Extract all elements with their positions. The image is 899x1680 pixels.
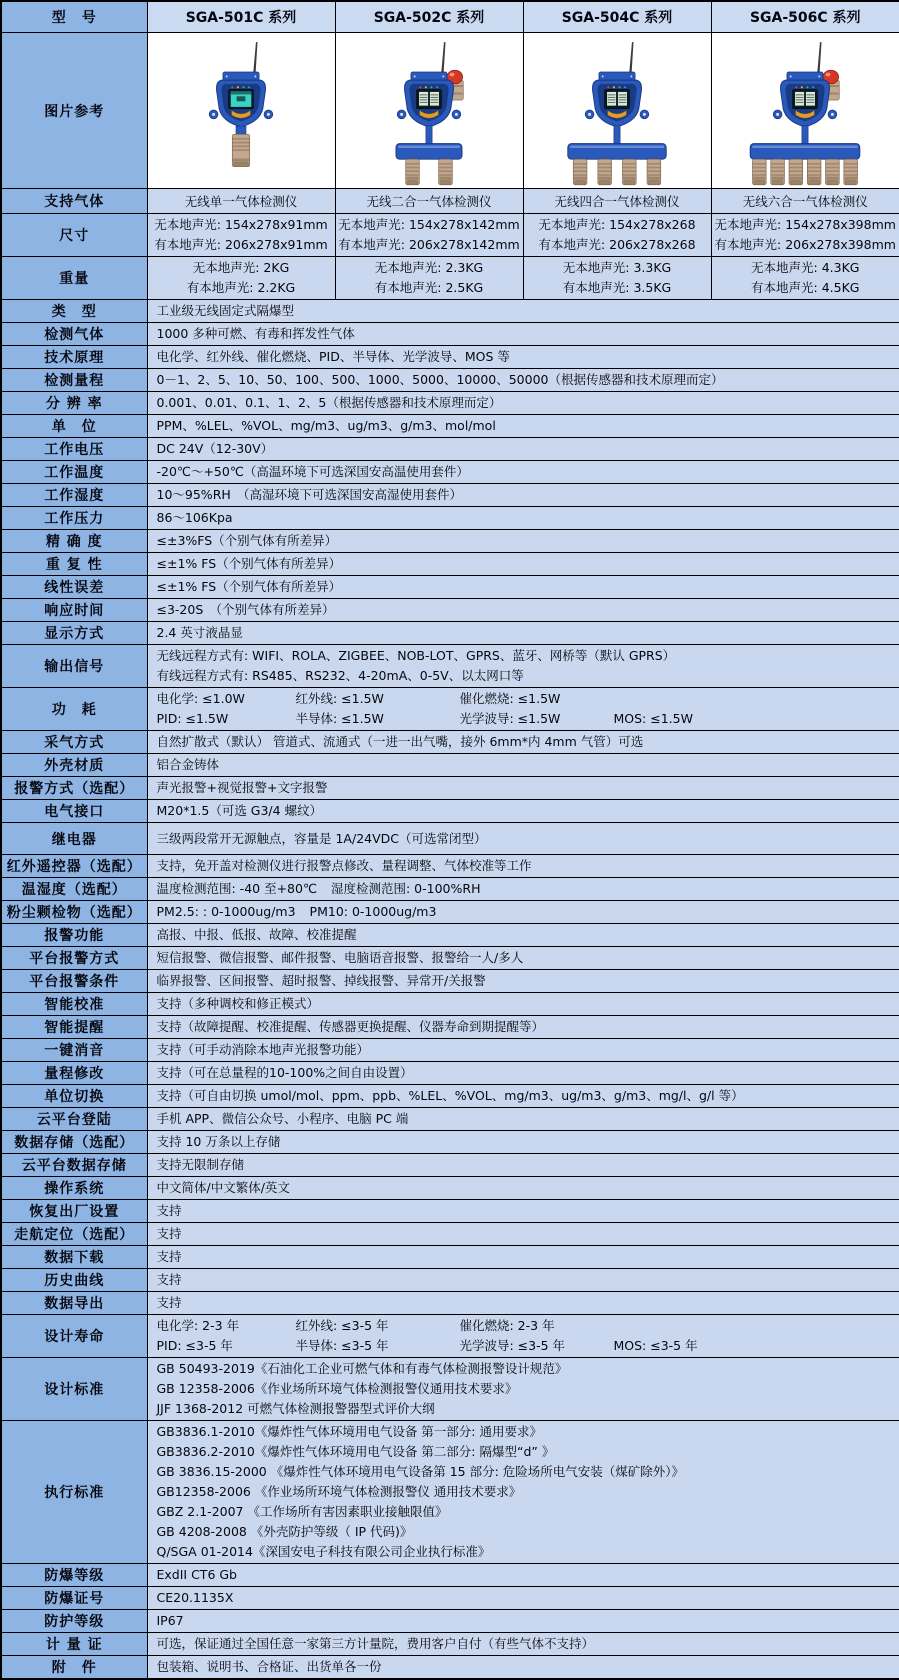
spec-cell [147,924,899,947]
row-label: 防护等级 [1,1610,147,1633]
table-row [1,1085,899,1108]
row-label: 工作压力 [1,507,147,530]
table-row [1,1633,899,1656]
spec-value: 高报、中报、低报、故障、校准提醒 [157,925,896,945]
spec-value: 红外线: ≤1.5W [296,689,460,709]
spec-cell [711,189,899,214]
spec-value: GBZ 2.1-2007 《工作场所有害因素职业接触限值》 [157,1502,896,1522]
table-row [1,1062,899,1085]
table-row [1,484,899,507]
row-label: 智能提醒 [1,1016,147,1039]
table-row [1,300,899,323]
spec-value: 电化学: 2-3 年 [157,1316,296,1336]
spec-value: 铝合金铸体 [157,755,896,775]
spec-cell [147,189,335,214]
spec-cell [147,346,899,369]
row-label: 外壳材质 [1,754,147,777]
product-image-cell [335,33,523,189]
row-label: 数据存储（选配） [1,1131,147,1154]
spec-value: 无本地声光: 154x278x91mm [148,215,335,235]
table-row [1,346,899,369]
spec-cell [147,1587,899,1610]
spec-value: 无本地声光: 4.3KG [712,258,899,278]
row-label: 历史曲线 [1,1269,147,1292]
spec-value: 短信报警、微信报警、邮件报警、电脑语音报警、报警给一人/多人 [157,948,896,968]
spec-cell [523,189,711,214]
table-row [1,970,899,993]
table-row [1,1016,899,1039]
spec-value: 无线四合一气体检测仪 [524,192,711,211]
spec-value: 支持 10 万条以上存储 [157,1132,896,1152]
row-label: 响应时间 [1,599,147,622]
spec-cell [147,323,899,346]
spec-value: M20*1.5（可选 G3/4 螺纹） [157,801,896,821]
spec-value: 电化学: ≤1.0W [157,689,296,709]
image-row-label: 图片参考 [1,33,147,189]
row-label: 技术原理 [1,346,147,369]
spec-value: GB 3836.15-2000 《爆炸性气体环境用电气设备第 15 部分: 危险场所电气安装（煤矿除外）》 [157,1462,896,1482]
row-label: 工作温度 [1,461,147,484]
table-row [1,993,899,1016]
row-label: 计 量 证 [1,1633,147,1656]
spec-cell [147,855,899,878]
table-row [1,1564,899,1587]
product-image-single-detector [152,39,330,186]
spec-value: 有本地声光: 3.5KG [524,278,711,298]
column-header-sga-504c: SGA-504C 系列 [523,1,711,33]
row-label: 走航定位（选配） [1,1223,147,1246]
spec-cell [147,553,899,576]
spec-value: Q/SGA 01-2014《深国安电子科技有限公司企业执行标准》 [157,1542,896,1562]
row-label: 附 件 [1,1656,147,1680]
spec-cell [147,1269,899,1292]
spec-cell [147,947,899,970]
spec-line [157,902,896,922]
spec-value: GB 50493-2019《石油化工企业可燃气体和有毒气体检测报警设计规范》 [157,1359,896,1379]
spec-value: 2.4 英寸液晶显 [157,623,896,643]
spec-cell [335,214,523,257]
row-label: 功 耗 [1,688,147,731]
spec-value: 0.001、0.01、0.1、1、2、5（根据传感器和技术原理而定） [157,393,896,413]
table-row [1,878,899,901]
spec-cell [147,1177,899,1200]
spec-value: 温度检测范围: -40 至+80℃ [157,879,332,899]
spec-value: 有本地声光: 206x278x398mm [712,235,899,255]
spec-cell [523,257,711,300]
spec-cell [711,257,899,300]
spec-value: 无本地声光: 2.3KG [336,258,523,278]
row-label: 单 位 [1,415,147,438]
table-row [1,323,899,346]
model-label-header: 型 号 [1,1,147,33]
spec-cell [147,800,899,823]
spec-value: 支持无限制存储 [157,1155,896,1175]
spec-cell [147,1656,899,1680]
product-image-cell [523,33,711,189]
spec-cell [147,1016,899,1039]
spec-cell [147,731,899,754]
spec-value: 有线远程方式有: RS485、RS232、4-20mA、0-5V、以太网口等 [157,666,896,686]
spec-cell [147,507,899,530]
spec-cell [147,1108,899,1131]
spec-value: PPM、%LEL、%VOL、mg/m3、ug/m3、g/m3、mol/mol [157,416,896,436]
table-row [1,622,899,645]
spec-value: 有本地声光: 2.2KG [148,278,335,298]
spec-value: 临界报警、区间报警、超时报警、掉线报警、异常开/关报警 [157,971,896,991]
spec-value: 支持 [157,1224,896,1244]
spec-value: 湿度检测范围: 0-100%RH [331,879,495,899]
spec-value: 声光报警+视觉报警+文字报警 [157,778,896,798]
table-row [1,599,899,622]
spec-cell [147,901,899,924]
row-label: 重量 [1,257,147,300]
table-row [1,1315,899,1358]
table-row [1,392,899,415]
spec-table-body [1,1,899,1679]
spec-cell [147,1246,899,1269]
spec-value: IP67 [157,1611,896,1631]
row-label: 尺寸 [1,214,147,257]
spec-value: 无本地声光: 2KG [148,258,335,278]
table-row [1,1656,899,1680]
spec-cell [147,1039,899,1062]
spec-cell [147,392,899,415]
spec-line [157,709,896,729]
spec-cell [147,754,899,777]
row-label: 检测气体 [1,323,147,346]
spec-cell [147,1292,899,1315]
spec-cell [147,369,899,392]
spec-value: 支持（故障提醒、校准提醒、传感器更换提醒、仪器寿命到期提醒等） [157,1017,896,1037]
spec-value: 半导体: ≤3-5 年 [296,1336,460,1356]
spec-value: 无线六合一气体检测仪 [712,192,899,211]
table-row [1,947,899,970]
row-label: 平台报警条件 [1,970,147,993]
table-row [1,1246,899,1269]
spec-value: GB12358-2006 《作业场所环境气体检测报警仪 通用技术要求》 [157,1482,896,1502]
row-label: 类 型 [1,300,147,323]
row-label: 工作湿度 [1,484,147,507]
spec-value: 光学波导: ≤1.5W [460,709,614,729]
spec-value: 有本地声光: 206x278x142mm [336,235,523,255]
row-label: 数据导出 [1,1292,147,1315]
spec-value: 支持（可自由切换 umol/mol、ppm、ppb、%LEL、%VOL、mg/m3、ug/m3、g/m3、mg/l、g/l 等） [157,1086,896,1106]
spec-cell [523,214,711,257]
row-label: 红外遥控器（选配） [1,855,147,878]
spec-cell [147,214,335,257]
row-label: 数据下载 [1,1246,147,1269]
column-header-sga-506c: SGA-506C 系列 [711,1,899,33]
spec-value: 无本地声光: 154x278x398mm [712,215,899,235]
table-row [1,1223,899,1246]
table-row [1,800,899,823]
table-row [1,1108,899,1131]
row-label: 分 辨 率 [1,392,147,415]
spec-value: ExdII CT6 Gb [157,1565,896,1585]
spec-value: 无线远程方式有: WIFI、ROLA、ZIGBEE、NOB-LOT、GPRS、蓝牙、网桥等（默认 GPRS） [157,646,896,666]
row-label: 设计标准 [1,1358,147,1421]
spec-value: 中文简体/中文繁体/英文 [157,1178,896,1198]
spec-value: 无本地声光: 154x278x142mm [336,215,523,235]
spec-value: ≤±1% FS（个别气体有所差异） [157,577,896,597]
table-row [1,1269,899,1292]
spec-value: 催化燃烧: ≤1.5W [460,689,614,709]
table-row [1,688,899,731]
spec-value: PM10: 0-1000ug/m3 [310,902,474,922]
spec-value: GB 4208-2008 《外壳防护等级（ IP 代码)》 [157,1522,896,1542]
spec-cell [147,1154,899,1177]
spec-cell [147,1315,899,1358]
row-label: 检测量程 [1,369,147,392]
column-header-sga-502c: SGA-502C 系列 [335,1,523,33]
spec-value: 支持，免开盖对检测仪进行报警点修改、量程调整、气体校准等工作 [157,856,896,876]
spec-line [157,689,896,709]
spec-cell [147,1131,899,1154]
row-label: 重 复 性 [1,553,147,576]
spec-value: 有本地声光: 206x278x91mm [148,235,335,255]
spec-cell [147,823,899,855]
spec-cell [147,993,899,1016]
spec-cell [147,777,899,800]
spec-value: 有本地声光: 2.5KG [336,278,523,298]
table-row [1,1200,899,1223]
table-row [1,754,899,777]
spec-value: 支持 [157,1201,896,1221]
table-row [1,507,899,530]
row-label: 恢复出厂设置 [1,1200,147,1223]
spec-cell [147,878,899,901]
table-row [1,369,899,392]
row-label: 云平台数据存储 [1,1154,147,1177]
spec-value: 光学波导: ≤3-5 年 [460,1336,614,1356]
spec-value: ≤±3%FS（个别气体有所差异） [157,531,896,551]
row-label: 温湿度（选配） [1,878,147,901]
table-row [1,731,899,754]
spec-value: 有本地声光: 4.5KG [712,278,899,298]
row-label: 防爆证号 [1,1587,147,1610]
spec-value: 支持 [157,1270,896,1290]
row-label: 云平台登陆 [1,1108,147,1131]
row-label: 线性误差 [1,576,147,599]
table-row [1,257,899,300]
table-row [1,855,899,878]
spec-value: 催化燃烧: 2-3 年 [460,1316,614,1336]
spec-value: 0－1、2、5、10、50、100、500、1000、5000、10000、50000（根据传感器和技术原理而定） [157,370,896,390]
column-header-sga-501c: SGA-501C 系列 [147,1,335,33]
table-row [1,438,899,461]
spec-cell [147,300,899,323]
header-row [1,1,899,33]
spec-value: 无本地声光: 3.3KG [524,258,711,278]
row-label: 单位切换 [1,1085,147,1108]
table-row [1,777,899,800]
row-label: 电气接口 [1,800,147,823]
spec-cell [147,1633,899,1656]
spec-value: DC 24V（12-30V） [157,439,896,459]
spec-value: CE20.1135X [157,1588,896,1608]
spec-value: ≤3-20S （个别气体有所差异） [157,600,896,620]
spec-cell [147,599,899,622]
spec-value: 支持（可手动消除本地声光报警功能） [157,1040,896,1060]
spec-cell [147,438,899,461]
product-image-cell [147,33,335,189]
row-label: 平台报警方式 [1,947,147,970]
spec-cell [147,1358,899,1421]
spec-cell [147,1085,899,1108]
spec-cell [335,189,523,214]
spec-cell [147,970,899,993]
spec-cell [147,530,899,553]
table-row [1,1421,899,1564]
table-row [1,645,899,688]
row-label: 一键消音 [1,1039,147,1062]
spec-value: GB 12358-2006《作业场所环境气体检测报警仪通用技术要求》 [157,1379,896,1399]
spec-value: GB3836.2-2010《爆炸性气体环境用电气设备 第二部分: 隔爆型“d” 》 [157,1442,896,1462]
spec-value: 无线单一气体检测仪 [148,192,335,211]
spec-value: 支持 [157,1247,896,1267]
spec-value: MOS: ≤3-5 年 [614,1336,698,1356]
spec-line [157,1316,896,1336]
spec-value: 无本地声光: 154x278x268 [524,215,711,235]
row-label: 操作系统 [1,1177,147,1200]
spec-value: PID: ≤3-5 年 [157,1336,296,1356]
spec-value: 无线二合一气体检测仪 [336,192,523,211]
table-row [1,1131,899,1154]
spec-cell [147,1200,899,1223]
product-image-2in1-detector [340,39,518,186]
table-row [1,1587,899,1610]
row-label: 显示方式 [1,622,147,645]
row-label: 输出信号 [1,645,147,688]
row-label: 报警方式（选配） [1,777,147,800]
row-label: 工作电压 [1,438,147,461]
spec-cell [147,257,335,300]
spec-cell [147,688,899,731]
table-row [1,1039,899,1062]
row-label: 支持气体 [1,189,147,214]
row-label: 设计寿命 [1,1315,147,1358]
spec-value: MOS: ≤1.5W [614,709,693,729]
table-row [1,1358,899,1421]
spec-cell [147,1564,899,1587]
spec-line [157,879,896,899]
spec-cell [147,1421,899,1564]
spec-value: 10～95%RH （高湿环境下可选深国安高湿使用套件） [157,485,896,505]
spec-cell [147,461,899,484]
spec-value: -20℃～+50℃（高温环境下可选深国安高温使用套件） [157,462,896,482]
spec-value: 三级两段常开无源触点，容量是 1A/24VDC（可选常闭型） [157,829,896,849]
spec-cell [147,415,899,438]
image-row [1,33,899,189]
product-image-4in1-detector [528,39,706,186]
table-row [1,901,899,924]
row-label: 防爆等级 [1,1564,147,1587]
spec-value: 工业级无线固定式隔爆型 [157,301,896,321]
spec-value: 支持 [157,1293,896,1313]
row-label: 智能校准 [1,993,147,1016]
spec-value: 支持（多种调校和修正模式） [157,994,896,1014]
table-row [1,1154,899,1177]
spec-cell [147,1223,899,1246]
spec-value: 1000 多种可燃、有毒和挥发性气体 [157,324,896,344]
row-label: 采气方式 [1,731,147,754]
row-label: 报警功能 [1,924,147,947]
row-label: 执行标准 [1,1421,147,1564]
spec-value: GB3836.1-2010《爆炸性气体环境用电气设备 第一部分: 通用要求》 [157,1422,896,1442]
table-row [1,1610,899,1633]
spec-cell [335,257,523,300]
table-row [1,1177,899,1200]
spec-value: PID: ≤1.5W [157,709,296,729]
spec-value: PM2.5: : 0-1000ug/m3 [157,902,310,922]
spec-value: 半导体: ≤1.5W [296,709,460,729]
table-row [1,461,899,484]
spec-value: 可选，保证通过全国任意一家第三方计量院，费用客户自付（有些气体不支持） [157,1634,896,1654]
spec-value: 86～106Kpa [157,508,896,528]
spec-line [157,1336,896,1356]
spec-cell [147,1610,899,1633]
row-label: 量程修改 [1,1062,147,1085]
spec-value: 包装箱、说明书、合格证、出货单各一份 [157,1657,896,1677]
spec-cell [147,576,899,599]
table-row [1,415,899,438]
spec-value: 红外线: ≤3-5 年 [296,1316,460,1336]
product-image-6in1-detector [716,39,894,186]
table-row [1,189,899,214]
table-row [1,924,899,947]
table-row [1,1292,899,1315]
table-row [1,576,899,599]
spec-value: 有本地声光: 206x278x268 [524,235,711,255]
table-row [1,823,899,855]
spec-cell [147,645,899,688]
spec-cell [147,1062,899,1085]
table-row [1,214,899,257]
table-row [1,553,899,576]
spec-value: 手机 APP、微信公众号、小程序、电脑 PC 端 [157,1109,896,1129]
spec-value: 自然扩散式（默认） 管道式、流通式（一进一出气嘴，接外 6mm*内 4mm 气管）可选 [157,732,896,752]
spec-cell [147,622,899,645]
row-label: 继电器 [1,823,147,855]
product-image-cell [711,33,899,189]
row-label: 精 确 度 [1,530,147,553]
spec-value: 支持（可在总量程的10-100%之间自由设置） [157,1063,896,1083]
spec-cell [147,484,899,507]
spec-value: JJF 1368-2012 可燃气体检测报警器型式评价大纲 [157,1399,896,1419]
table-row [1,530,899,553]
row-label: 粉尘颗检物（选配） [1,901,147,924]
spec-value: 电化学、红外线、催化燃烧、PID、半导体、光学波导、MOS 等 [157,347,896,367]
spec-value: ≤±1% FS（个别气体有所差异） [157,554,896,574]
spec-cell [711,214,899,257]
